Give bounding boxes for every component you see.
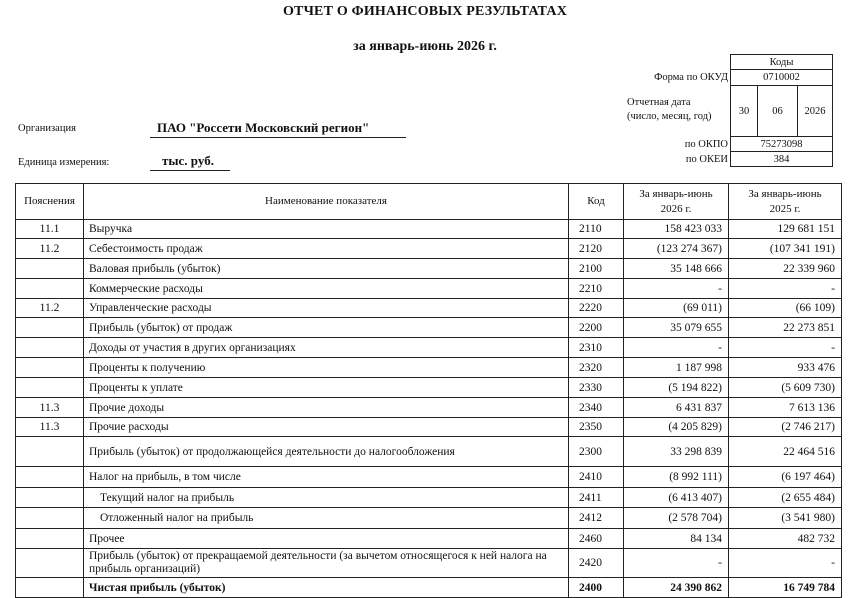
row-value-2025: - bbox=[729, 338, 842, 358]
row-note bbox=[16, 259, 84, 279]
row-value-2025: 16 749 784 bbox=[729, 578, 842, 598]
table-row bbox=[16, 239, 842, 259]
row-note bbox=[16, 279, 84, 299]
row-indicator-name: Прибыль (убыток) от продолжающейся деятельности до налогообложения bbox=[84, 437, 569, 467]
row-value-2025: - bbox=[729, 549, 842, 578]
financial-results-table bbox=[15, 183, 842, 598]
row-value-2026: (123 274 367) bbox=[624, 239, 729, 259]
row-value-2025: (3 541 980) bbox=[729, 508, 842, 529]
row-value-2025: (107 341 191) bbox=[729, 239, 842, 259]
row-note: 11.2 bbox=[16, 239, 84, 259]
unit-label: Единица измерения: bbox=[18, 157, 110, 168]
row-note: 11.3 bbox=[16, 398, 84, 418]
row-code: 2400 bbox=[569, 578, 624, 598]
table-row bbox=[16, 398, 842, 418]
table-row bbox=[16, 338, 842, 358]
row-note bbox=[16, 338, 84, 358]
row-indicator-name: Себестоимость продаж bbox=[84, 239, 569, 259]
row-value-2026: 35 148 666 bbox=[624, 259, 729, 279]
table-row bbox=[16, 259, 842, 279]
row-indicator-name: Валовая прибыль (убыток) bbox=[84, 259, 569, 279]
row-code: 2460 bbox=[569, 529, 624, 549]
col-notes: Пояснения bbox=[16, 184, 84, 220]
row-note bbox=[16, 318, 84, 338]
okpo-value: 75273098 bbox=[730, 136, 833, 152]
row-value-2026: 84 134 bbox=[624, 529, 729, 549]
report-period: за январь-июнь 2026 г. bbox=[353, 39, 497, 54]
row-code: 2110 bbox=[569, 220, 624, 239]
okei-value: 384 bbox=[730, 151, 833, 167]
row-indicator-name: Прибыль (убыток) от продаж bbox=[84, 318, 569, 338]
date-label-hint: (число, месяц, год) bbox=[627, 111, 712, 122]
row-value-2026: 24 390 862 bbox=[624, 578, 729, 598]
okud-label: Форма по ОКУД bbox=[654, 72, 728, 83]
table-row bbox=[16, 549, 842, 578]
row-value-2025: (2 655 484) bbox=[729, 488, 842, 508]
table-row bbox=[16, 279, 842, 299]
row-value-2026: (5 194 822) bbox=[624, 378, 729, 398]
row-value-2026: 158 423 033 bbox=[624, 220, 729, 239]
row-indicator-name: Прочее bbox=[84, 529, 569, 549]
row-note: 11.1 bbox=[16, 220, 84, 239]
table-row bbox=[16, 220, 842, 239]
row-value-2026: 35 079 655 bbox=[624, 318, 729, 338]
row-value-2025: (6 197 464) bbox=[729, 467, 842, 488]
row-value-2025: - bbox=[729, 279, 842, 299]
row-indicator-name: Коммерческие расходы bbox=[84, 279, 569, 299]
table-row bbox=[16, 529, 842, 549]
row-code: 2411 bbox=[569, 488, 624, 508]
row-indicator-name: Доходы от участия в других организациях bbox=[84, 338, 569, 358]
row-value-2025: 933 476 bbox=[729, 358, 842, 378]
date-label: Отчетная дата bbox=[627, 97, 691, 108]
table-row bbox=[16, 488, 842, 508]
table-row bbox=[16, 508, 842, 529]
row-value-2025: (2 746 217) bbox=[729, 418, 842, 437]
org-name: ПАО "Россети Московский регион" bbox=[157, 120, 370, 135]
col-2026: За январь-июнь 2026 г. bbox=[624, 184, 729, 220]
row-indicator-name: Прибыль (убыток) от прекращаемой деятельности (за вычетом относящегося к ней налога на прибыль организаций) bbox=[84, 549, 569, 578]
row-value-2026: 33 298 839 bbox=[624, 437, 729, 467]
row-value-2025: 482 732 bbox=[729, 529, 842, 549]
table-row bbox=[16, 299, 842, 318]
row-value-2026: - bbox=[624, 549, 729, 578]
okud-value: 0710002 bbox=[730, 69, 833, 86]
row-code: 2340 bbox=[569, 398, 624, 418]
row-indicator-name: Прочие доходы bbox=[84, 398, 569, 418]
row-value-2025: 129 681 151 bbox=[729, 220, 842, 239]
row-value-2026: 6 431 837 bbox=[624, 398, 729, 418]
row-value-2026: (4 205 829) bbox=[624, 418, 729, 437]
row-code: 2220 bbox=[569, 299, 624, 318]
col-indicator: Наименование показателя bbox=[84, 184, 569, 220]
table-row bbox=[16, 418, 842, 437]
row-code: 2350 bbox=[569, 418, 624, 437]
row-value-2026: (2 578 704) bbox=[624, 508, 729, 529]
row-code: 2320 bbox=[569, 358, 624, 378]
okei-label: по ОКЕИ bbox=[685, 154, 728, 165]
org-underline bbox=[150, 137, 406, 138]
row-code: 2210 bbox=[569, 279, 624, 299]
row-note bbox=[16, 378, 84, 398]
row-value-2026: (69 011) bbox=[624, 299, 729, 318]
row-value-2026: - bbox=[624, 338, 729, 358]
row-code: 2330 bbox=[569, 378, 624, 398]
date-day: 30 bbox=[730, 85, 757, 137]
row-note bbox=[16, 437, 84, 467]
row-code: 2410 bbox=[569, 467, 624, 488]
row-indicator-name: Текущий налог на прибыль bbox=[84, 488, 569, 508]
row-note: 11.2 bbox=[16, 299, 84, 318]
row-indicator-name: Прочие расходы bbox=[84, 418, 569, 437]
row-note bbox=[16, 467, 84, 488]
row-indicator-name: Выручка bbox=[84, 220, 569, 239]
row-note bbox=[16, 508, 84, 529]
row-value-2025: 7 613 136 bbox=[729, 398, 842, 418]
col-2025: За январь-июнь 2025 г. bbox=[729, 184, 842, 220]
row-indicator-name: Чистая прибыль (убыток) bbox=[84, 578, 569, 598]
row-indicator-name: Проценты к уплате bbox=[84, 378, 569, 398]
row-indicator-name: Управленческие расходы bbox=[84, 299, 569, 318]
table-row bbox=[16, 467, 842, 488]
unit-value: тыс. руб. bbox=[162, 153, 214, 168]
row-indicator-name: Отложенный налог на прибыль bbox=[84, 508, 569, 529]
row-value-2025: 22 464 516 bbox=[729, 437, 842, 467]
row-note: 11.3 bbox=[16, 418, 84, 437]
row-value-2025: (66 109) bbox=[729, 299, 842, 318]
codes-header: Коды bbox=[730, 54, 833, 70]
row-value-2026: - bbox=[624, 279, 729, 299]
row-indicator-name: Налог на прибыль, в том числе bbox=[84, 467, 569, 488]
table-header-row bbox=[16, 184, 842, 220]
col-code: Код bbox=[569, 184, 624, 220]
row-value-2026: (6 413 407) bbox=[624, 488, 729, 508]
unit-underline bbox=[150, 170, 230, 171]
row-note bbox=[16, 549, 84, 578]
row-value-2025: 22 273 851 bbox=[729, 318, 842, 338]
row-value-2025: 22 339 960 bbox=[729, 259, 842, 279]
row-code: 2100 bbox=[569, 259, 624, 279]
row-indicator-name: Проценты к получению bbox=[84, 358, 569, 378]
table-row bbox=[16, 318, 842, 338]
row-note bbox=[16, 358, 84, 378]
date-month: 06 bbox=[757, 85, 798, 137]
table-row bbox=[16, 378, 842, 398]
row-code: 2412 bbox=[569, 508, 624, 529]
table-row bbox=[16, 358, 842, 378]
row-code: 2120 bbox=[569, 239, 624, 259]
okpo-label: по ОКПО bbox=[684, 139, 728, 150]
row-note bbox=[16, 488, 84, 508]
row-code: 2300 bbox=[569, 437, 624, 467]
table-row bbox=[16, 437, 842, 467]
row-value-2025: (5 609 730) bbox=[729, 378, 842, 398]
row-value-2026: (8 992 111) bbox=[624, 467, 729, 488]
report-title: ОТЧЕТ О ФИНАНСОВЫХ РЕЗУЛЬТАТАХ bbox=[282, 4, 568, 19]
row-code: 2200 bbox=[569, 318, 624, 338]
row-code: 2310 bbox=[569, 338, 624, 358]
date-year: 2026 bbox=[797, 85, 833, 137]
row-value-2026: 1 187 998 bbox=[624, 358, 729, 378]
org-label: Организация bbox=[18, 123, 76, 134]
row-code: 2420 bbox=[569, 549, 624, 578]
row-note bbox=[16, 529, 84, 549]
